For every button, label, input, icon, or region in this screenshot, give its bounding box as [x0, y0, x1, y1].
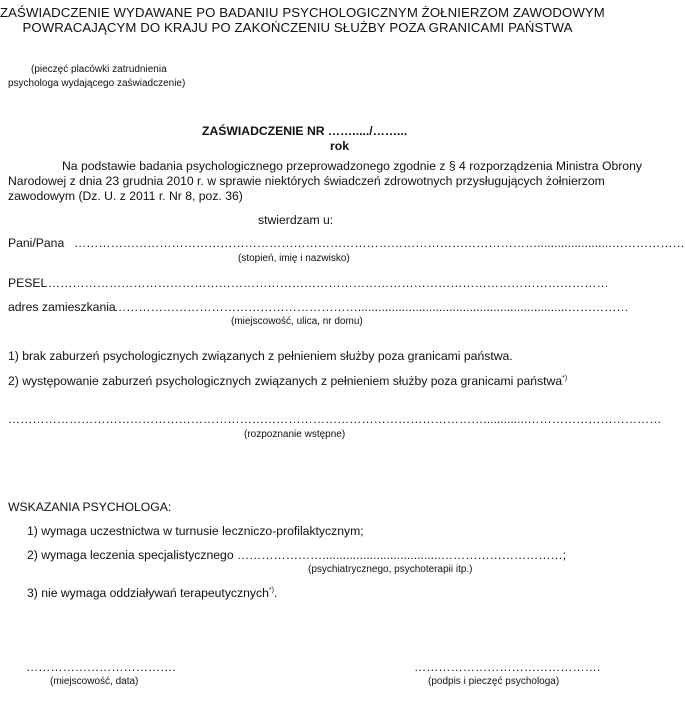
declaration-text: stwierdzam u: — [258, 213, 334, 227]
intro-paragraph — [8, 159, 642, 204]
recommendation-item2-hint: (psychiatrycznego, psychoterapii itp.) — [308, 564, 473, 575]
document-title-line1: ZAŚWIADCZENIE WYDAWANE PO BADANIU PSYCHOLOGICZNYM ŻOŁNIERZOM ZAWODOWYM — [0, 5, 605, 20]
diagnosis-hint: (rozpoznanie wstępne) — [244, 429, 346, 440]
document-title-line2: POWRACAJĄCYM DO KRAJU PO ZAKOŃCZENIU SŁUŻBY POZA GRANICAMI PAŃSTWA — [22, 20, 573, 35]
recommendation-item3 — [27, 586, 277, 600]
certificate-title: ZAŚWIADCZENIE NR ……...../……... — [202, 124, 408, 138]
address-field-label: adres zamieszkania — [8, 300, 116, 314]
address-field-hint: (miejscowość, ulica, nr domu) — [231, 316, 363, 327]
statement-item2-text: 2) występowanie zaburzeń psychologicznych związanych z pełnieniem służby poza granicami państwa — [8, 374, 563, 388]
statement-item2 — [8, 374, 567, 388]
intro-line1: Na podstawie badania psychologicznego przeprowadzonego zgodnie z § 4 rozporządzenia Ministra Obrony — [62, 159, 642, 173]
address-field-dots: ……………………………………………………..............................................................…………… — [114, 300, 629, 314]
recommendation-item2: 2) wymaga leczenia specjalistycznego …………………...................................…………………………; — [27, 548, 567, 562]
recommendation-item3-footnote-mark: *) — [268, 586, 274, 594]
intro-line2: Narodowej z dnia 23 grudnia 2010 r. w sprawie niektórych świadczeń zdrowotnych przysługujących żołnierzom — [8, 174, 605, 188]
recommendation-item3-end: . — [273, 586, 278, 600]
signature-left-hint: (miejscowość, data) — [50, 676, 139, 687]
statement-item2-footnote-mark: *) — [562, 374, 568, 382]
statement-item1: 1) brak zaburzeń psychologicznych związanych z pełnieniem służby poza granicami państwa. — [8, 349, 513, 363]
recommendation-item1: 1) wymaga uczestnictwa w turnusie leczniczo-profilaktycznym; — [27, 524, 364, 538]
intro-line3: zawodowym (Dz. U. z 2011 r. Nr 8, poz. 36) — [8, 189, 243, 203]
name-field-dots: ……………………………………………………………………………………………………......................……………… — [74, 236, 685, 250]
stamp-note-line2: psychologa wydającego zaświadczenie) — [8, 78, 186, 89]
recommendations-heading: WSKAZANIA PSYCHOLOGA: — [8, 500, 172, 514]
signature-right-dots: ………………………………………. — [414, 660, 601, 674]
signature-left-dots: ………………………………. — [26, 660, 176, 674]
pesel-field-dots: ………………………………………………………………………………………………………………………… — [48, 276, 609, 290]
recommendation-item3-text: 3) nie wymaga oddziaływań terapeutycznych — [27, 586, 269, 600]
name-field-hint: (stopień, imię i nazwisko) — [238, 253, 350, 264]
diagnosis-dots: ……………………………………………………………………………………………………….............…………………………… — [8, 412, 662, 426]
name-field-label: Pani/Pana — [8, 236, 65, 250]
pesel-field-label: PESEL — [8, 276, 48, 290]
stamp-note-line1: (pieczęć placówki zatrudnienia — [31, 64, 167, 75]
signature-right-hint: (podpis i pieczęć psychologa) — [428, 676, 560, 687]
certificate-year-label: rok — [330, 139, 349, 153]
